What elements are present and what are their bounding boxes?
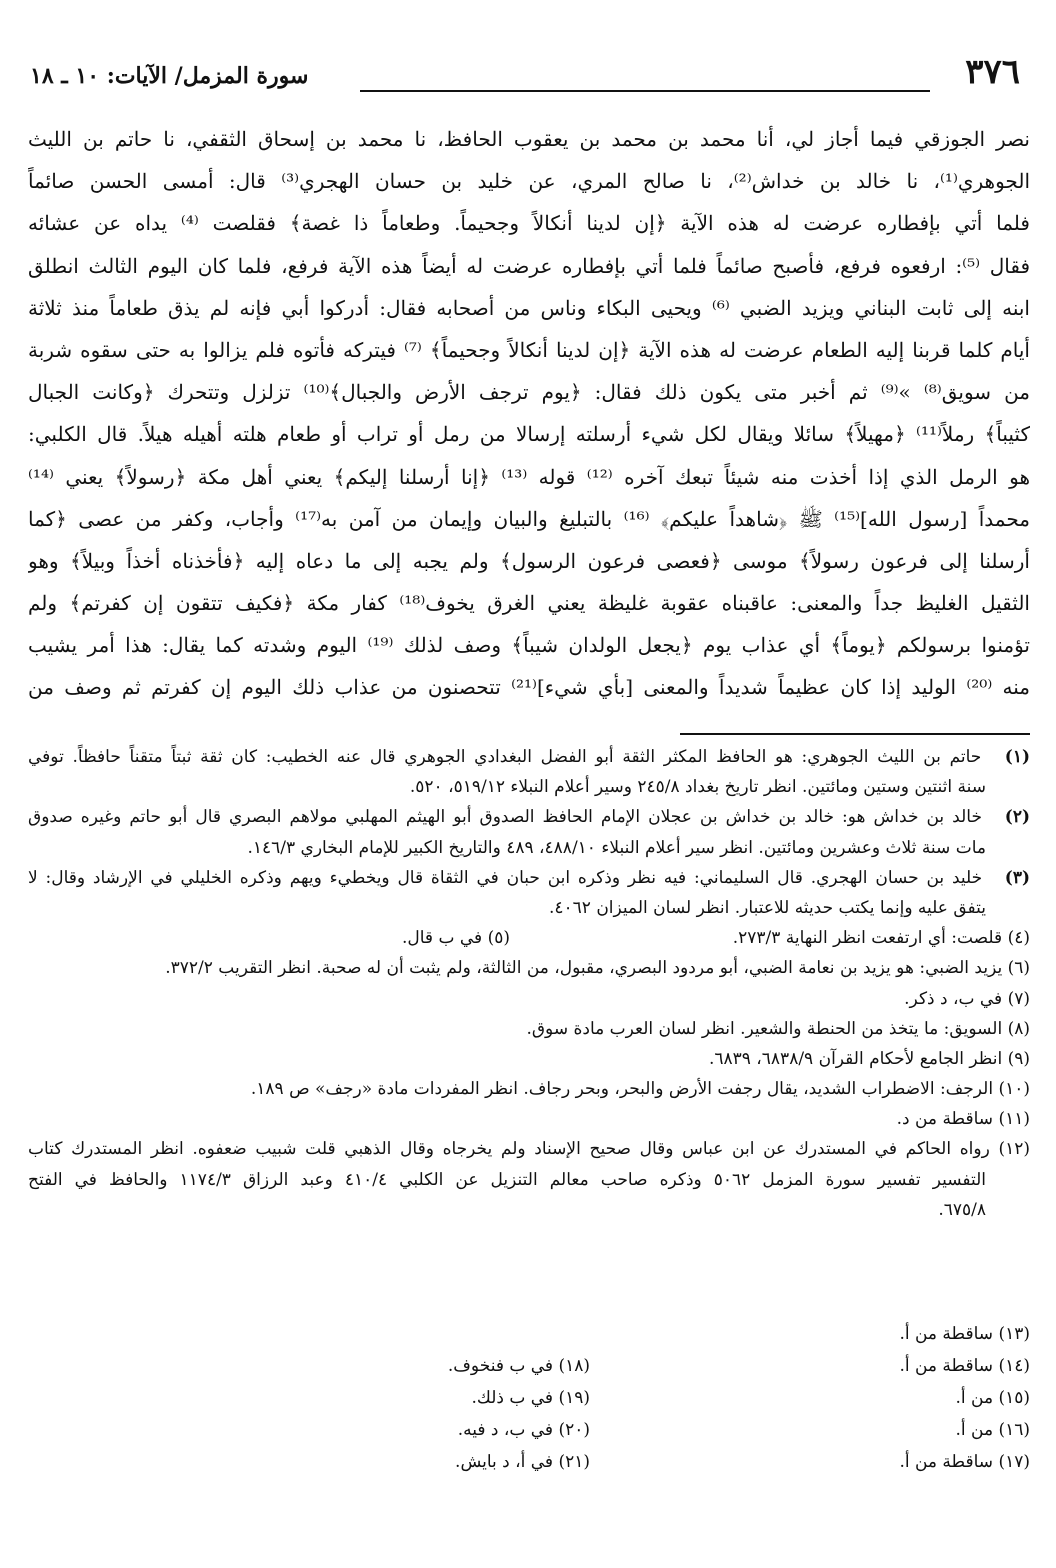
header-rule: [360, 90, 930, 92]
text-line: أرسلنا إلى فرعون رسولاً﴾ موسى ﴿فعصى فرعون الرسول﴾ ولم يجبه إلى ما دعاه إليه ﴿فأخذناه أخذاً وبيلاً﴾ وهو: [28, 548, 1030, 573]
footnote-19: (١٩) في ب ذلك.: [471, 1388, 590, 1408]
footnote-number: (٣): [1004, 867, 1030, 888]
footnote-21: (٢١) في أ، د بايش.: [455, 1452, 590, 1472]
short-note-row: [28, 1318, 1030, 1350]
footnote-number: (١): [1004, 747, 1030, 767]
empty-cell: [30, 1318, 590, 1350]
text-line: الجوهري⁽¹⁾، نا خالد بن خداش⁽²⁾، نا صالح المري، عن خليد بن حسان الهجري⁽³⁾ قال: أمسى الحسن صائماً: [28, 169, 1030, 194]
footnote-line: يتفق عليه وإنما يكتب حديثه للاعتبار. انظر لسان الميزان ٤٠٦٢.: [548, 897, 986, 918]
short-note-row: [28, 1382, 1030, 1414]
footnote-text: خالد بن خداش هو: خالد بن خداش بن عجلان الإمام الحافظ الصدوق أبو الهيثم المهلبي مولاهم البصري قال أبو حاتم وغيره صدوق: [28, 807, 982, 828]
footnote-line: [28, 742, 1030, 772]
footnote-4: (٤) قلصت: أي ارتفعت انظر النهاية ٢٧٣/٣.: [732, 928, 1030, 949]
footnote-line: مات سنة ثلاث وعشرين ومائتين. انظر سير أعلام النبلاء ٤٨٨/١٠، ٤٨٩ والتاريخ الكبير للإمام البخاري ١٤٦/٣.: [247, 837, 986, 858]
short-note-row: [28, 1414, 1030, 1446]
running-title: سورة المزمل/ الآيات: ١٠ ـ ١٨: [30, 63, 309, 89]
main-text: [28, 118, 1030, 709]
text-line: كثيباً﴾ رملاً⁽¹¹⁾ ﴿مهيلاً﴾ سائلا ويقال لكل شيء أرسلته إرسالا من رمل أو تراب أو طعام هلته أهيله هيلاً. قال الكلبي:: [28, 422, 1030, 447]
footnote-line: التفسير تفسير سورة المزمل ٥٠٦٢ وذكره صاحب معالم التنزيل عن الكلبي ٤١٠/٤ وعبد الرزاق ١١٧٤/٣ والحافظ في الفتح: [28, 1169, 986, 1190]
text-line: من سويق⁽⁸⁾ »⁽⁹⁾ ثم أخبر متى يكون ذلك فقال: ﴿يوم ترجف الأرض والجبال﴾⁽¹⁰⁾ تزلزل وتتحرك ﴿وكانت الجبال: [28, 380, 1030, 405]
text-line: الثقيل الغليظ جداً والمعنى: عاقبناه عقوبة غليظة يعني الغرق يخوف⁽¹⁸⁾ كفار مكة ﴿فكيف تتقون إن كفرتم﴾ ولم: [28, 591, 1030, 616]
short-footnotes: [28, 1318, 1030, 1498]
footnote-text: خليد بن حسان الهجري. قال السليماني: فيه نظر وذكره ابن حبان في الثقاة قال ويخطيء ويهم وذكره الخليلي في الإرشاد وقال: لا: [28, 867, 983, 888]
footnote-15: (١٥) من أ.: [955, 1388, 1030, 1408]
footnote-18: (١٨) في ب فنخوف.: [447, 1356, 590, 1376]
footnote-8: (٨) السويق: ما يتخذ من الحنطة والشعير. انظر لسان العرب مادة سوق.: [526, 1018, 1030, 1039]
text-line: فلما أتي بإفطاره عرضت له هذه الآية ﴿إن لدينا أنكالاً وجحيماً. وطعاماً ذا غصة﴾ فقلصت ⁽⁴⁾ يداه عن عشائه: [28, 211, 1030, 236]
footnotes: [28, 742, 1030, 1225]
page-header: [30, 52, 1026, 96]
footnote-16: (١٦) من أ.: [955, 1420, 1030, 1440]
text-line: نصر الجوزقي فيما أجاز لي، أنا محمد بن محمد بن يعقوب الحافظ، نا محمد بن إسحاق الثقفي، نا حاتم بن الليث: [28, 127, 1030, 151]
footnote-13: (١٣) ساقطة من أ.: [899, 1324, 1030, 1344]
footnote-10: (١٠) الرجف: الاضطراب الشديد، يقال رجفت الأرض والبحر، وبحر رجاف. انظر المفردات مادة «رجف» ص ١٨٩.: [250, 1079, 1030, 1100]
page-number: ٣٧٦: [965, 52, 1020, 92]
footnote-separator: [680, 733, 1030, 735]
footnote-6: (٦) يزيد الضبي: هو يزيد بن نعامة الضبي، أبو مردود البصري، مقبول، من الثالثة، ولم يثبت أن له صحبة. انظر التقريب ٣٧٢/٢.: [165, 958, 1030, 979]
footnote-pair: [28, 923, 1030, 953]
footnote-line: سنة اثنتين وستين ومائتين. انظر تاريخ بغداد ٢٤٥/٨ وسير أعلام النبلاء ٥١٩/١٢، ٥٢٠.: [409, 777, 986, 798]
footnote-text: حاتم بن الليث الجوهري: هو الحافظ المكثر الثقة أبو الفضل البغدادي الجوهري قال عنه الخطيب: كان ثقة ثبتاً متقناً حافظاً. توفي: [28, 747, 982, 767]
text-line: تؤمنوا برسولكم ﴿يوماً﴾ أي عذاب يوم ﴿يجعل الولدان شيباً﴾ وصف لذلك ⁽¹⁹⁾ اليوم وشدته كما يقال: هذا أمر يشيب: [28, 633, 1030, 658]
short-note-row: [28, 1350, 1030, 1382]
footnote-7: (٧) في ب، د ذكر.: [904, 988, 1030, 1009]
footnote-9: (٩) انظر الجامع لأحكام القرآن ٦٨٣٨/٩، ٦٨٣٩.: [708, 1048, 1030, 1069]
text-line: ابنه إلى ثابت البناني ويزيد الضبي ⁽⁶⁾ ويحيى البكاء وناس من أصحابه فقال: أدركوا أبي فإنه لم يذق طعاماً منذ ثلاثة: [28, 295, 1030, 320]
text-line: منه ⁽²⁰⁾ الوليد إذا كان عظيماً شديداً والمعنى [بأي شيء]⁽²¹⁾ تتحصنون من عذاب ذلك اليوم إن كفرتم ثم وصف من: [28, 675, 1030, 700]
footnote-line: ٦٧٥/٨.: [938, 1199, 986, 1220]
footnote-20: (٢٠) في ب، د فيه.: [457, 1420, 590, 1440]
footnote-17: (١٧) ساقطة من أ.: [899, 1452, 1030, 1472]
footnote-12: (١٢) رواه الحاكم في المستدرك عن ابن عباس وقال صحيح الإسناد ولم يخرجاه وقال الذهبي قلت شبيب ضعفوه. انظر المستدرك كتاب: [28, 1139, 1030, 1160]
short-note-row: [28, 1446, 1030, 1478]
footnote-line: [28, 802, 1030, 832]
text-line: محمداً [رسول الله]⁽¹⁵⁾ ﷺ ﴿شاهداً عليكم﴾ ⁽¹⁶⁾ بالتبليغ والبيان وإيمان من آمن به⁽¹⁷⁾ وأجاب، وكفر من عصى ﴿كما: [28, 506, 1030, 531]
text-line: أيام كلما قربنا إليه الطعام عرضت له هذه الآية ﴿إن لدينا أنكالاً وجحيماً﴾ ⁽⁷⁾ فيتركه فأتوه فلم يزالوا به حتى سقوه شربة: [28, 337, 1030, 362]
footnote-5: (٥) في ب قال.: [402, 928, 510, 949]
footnote-number: (٢): [1004, 807, 1030, 828]
text-line: هو الرمل الذي إذا أخذت منه شيئاً تبعك آخره ⁽¹²⁾ قوله ⁽¹³⁾ ﴿إنا أرسلنا إليكم﴾ يعني أهل مكة ﴿رسولاً﴾ يعني ⁽¹⁴⁾: [28, 464, 1030, 489]
footnote-14: (١٤) ساقطة من أ.: [899, 1356, 1030, 1376]
text-line: فقال ⁽⁵⁾: ارفعوه فرفع، فأصبح صائماً فلما أتي بإفطاره عرضت له أيضاً هذه الآية فرفع، فلما كان اليوم الثالث انطلق: [28, 253, 1030, 278]
footnote-11: (١١) ساقطة من د.: [896, 1109, 1030, 1130]
footnote-line: [28, 863, 1030, 893]
